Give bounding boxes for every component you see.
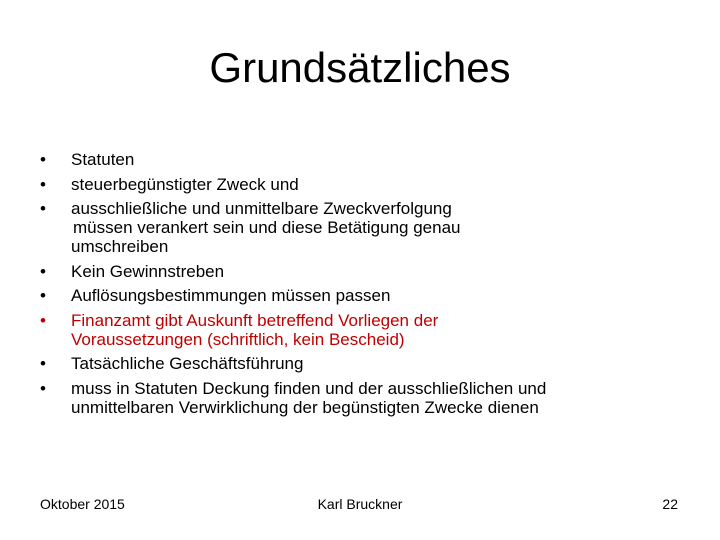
bullet-text-continuation: müssen verankert sein und diese Betätigung genau: [73, 218, 461, 237]
bullet-dot: •: [40, 310, 46, 330]
bullet-text-continuation: umschreiben: [71, 237, 169, 256]
footer-author: Karl Bruckner: [317, 496, 403, 512]
bullet-text: steuerbegünstigter Zweck und: [71, 174, 299, 194]
bullet-dot: •: [40, 199, 46, 218]
bullet-text-continuation: unmittelbaren Verwirklichung der begünstigten Zwecke dienen: [71, 397, 539, 417]
bullet-dot: •: [40, 286, 46, 305]
bullet-text-continuation: Voraussetzungen (schriftlich, kein Bescheid): [71, 329, 405, 349]
slide-title: Grundsätzliches: [209, 44, 511, 91]
footer-date: Oktober 2015: [40, 496, 125, 512]
bullet-text: Auflösungsbestimmungen müssen passen: [71, 286, 391, 305]
bullet-dot: •: [40, 378, 46, 398]
bullet-text: Kein Gewinnstreben: [71, 261, 225, 281]
bullet-text: Finanzamt gibt Auskunft betreffend Vorliegen der: [71, 310, 439, 330]
bullet-item: [40, 354, 685, 373]
bullet-item: [40, 175, 685, 194]
bullet-text: muss in Statuten Deckung finden und der ausschließlichen und: [71, 378, 547, 398]
bullet-item: [40, 150, 685, 169]
bullet-dot: •: [40, 261, 46, 281]
bullet-text: Tatsächliche Geschäftsführung: [71, 354, 304, 373]
bullet-text: ausschließliche und unmittelbare Zweckverfolgung: [71, 199, 452, 218]
bullet-item: [40, 379, 685, 417]
bullet-dot: •: [40, 150, 46, 169]
footer-page-number: 22: [662, 496, 678, 512]
bullet-item-highlighted: [40, 311, 685, 349]
bullet-item: [40, 286, 685, 305]
bullet-text: Statuten: [71, 150, 135, 169]
bullet-dot: •: [40, 354, 46, 373]
bullet-dot: •: [40, 174, 46, 194]
bullet-item: [40, 199, 685, 256]
bullet-list: [40, 150, 685, 422]
bullet-item: [40, 262, 685, 281]
